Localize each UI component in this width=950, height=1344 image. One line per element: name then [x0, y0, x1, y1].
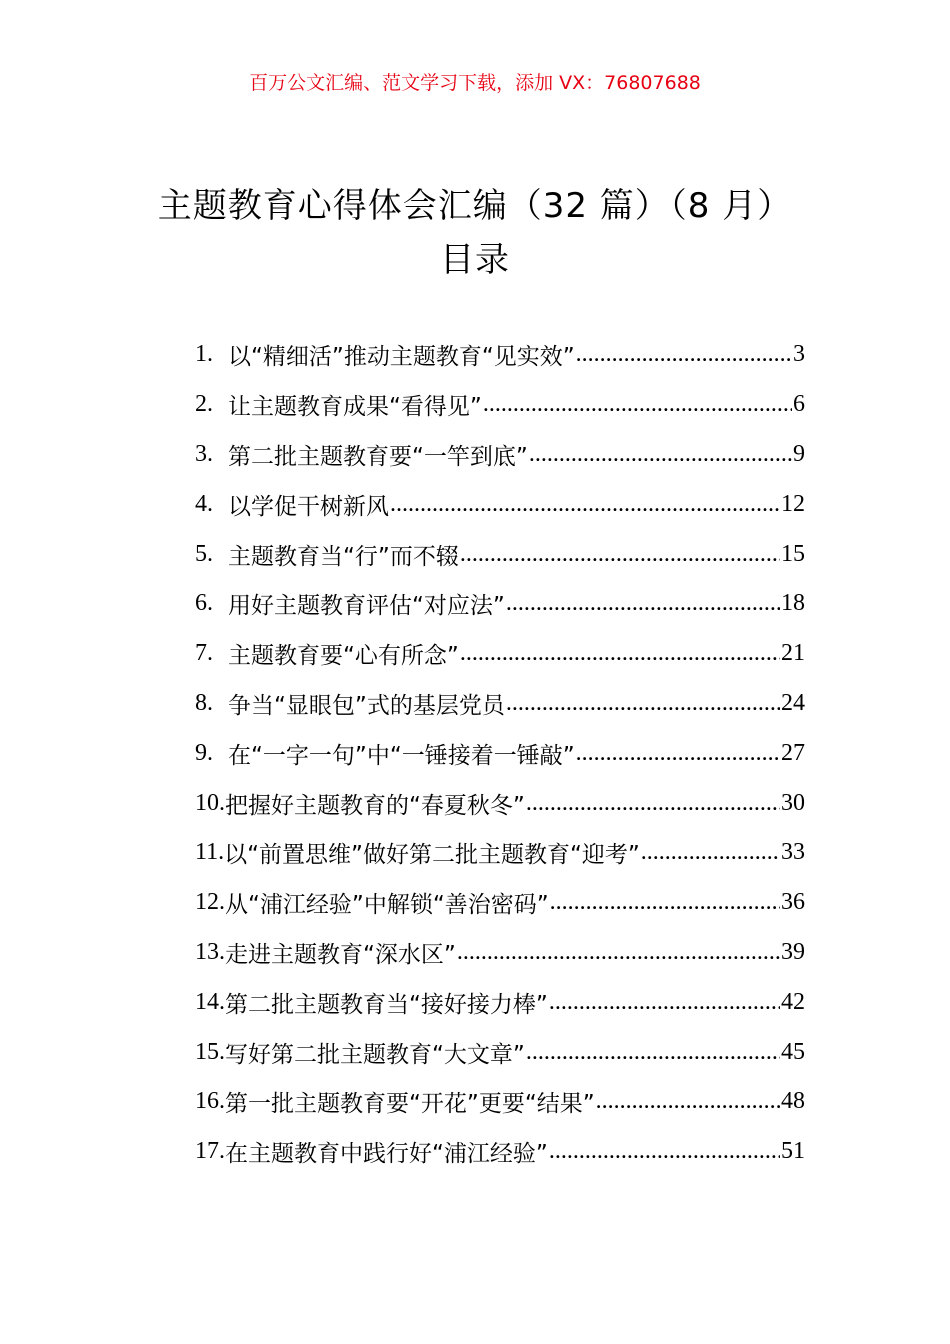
toc-item-page: 36 — [781, 889, 805, 916]
toc-dot-leader — [457, 939, 780, 966]
toc-item-page: 24 — [781, 689, 805, 716]
toc-dot-leader — [529, 441, 792, 468]
toc-item-12[interactable] — [195, 878, 805, 928]
toc-item-title: 用好主题教育评估“对应法” — [228, 593, 505, 620]
toc-item-title: 把握好主题教育的“春夏秋冬” — [225, 792, 525, 819]
toc-item-title: 主题教育要“心有所念” — [228, 643, 459, 670]
toc-item-14[interactable] — [195, 977, 805, 1027]
toc-item-number: 15. — [195, 1038, 225, 1065]
toc-item-number: 7. — [195, 640, 213, 667]
toc-item-page: 3 — [793, 341, 805, 368]
toc-item-number: 10. — [195, 789, 225, 816]
toc-item-title: 让主题教育成果“看得见” — [228, 394, 482, 421]
toc-item-13[interactable] — [195, 928, 805, 978]
toc-item-title: 走进主题教育“深水区” — [225, 941, 456, 968]
toc-item-page: 9 — [793, 440, 805, 467]
toc-item-page: 39 — [781, 938, 805, 965]
toc-item-page: 15 — [781, 540, 805, 567]
toc-item-8[interactable] — [195, 679, 805, 729]
toc-item-number: 16. — [195, 1088, 225, 1115]
toc-item-page: 6 — [793, 391, 805, 418]
toc-item-6[interactable] — [195, 579, 805, 629]
toc-item-number: 1. — [195, 341, 213, 368]
toc-item-page: 42 — [781, 988, 805, 1015]
toc-item-page: 33 — [781, 839, 805, 866]
header-promo-note: 百万公文汇编、范文学习下载，添加 VX：76807688 — [249, 72, 701, 94]
toc-item-9[interactable] — [195, 728, 805, 778]
toc-item-number: 5. — [195, 540, 213, 567]
toc-dot-leader — [460, 541, 780, 568]
toc-item-3[interactable] — [195, 430, 805, 480]
toc-dot-leader — [526, 790, 780, 817]
toc-dot-leader — [550, 889, 780, 916]
toc-item-number: 6. — [195, 590, 213, 617]
toc-item-title: 以学促干树新风 — [228, 493, 389, 520]
toc-item-title: 在“一字一句”中“一锤接着一锤敲” — [228, 742, 575, 769]
toc-item-title: 从“浦江经验”中解锁“善治密码” — [225, 892, 549, 919]
toc-item-title: 争当“显眼包”式的基层党员 — [228, 692, 505, 719]
toc-item-7[interactable] — [195, 629, 805, 679]
toc-item-10[interactable] — [195, 778, 805, 828]
toc-dot-leader — [641, 839, 780, 866]
toc-item-number: 12. — [195, 889, 225, 916]
toc-dot-leader — [549, 989, 780, 1016]
toc-item-number: 9. — [195, 739, 213, 766]
toc-item-11[interactable] — [195, 828, 805, 878]
toc-item-page: 30 — [781, 789, 805, 816]
toc-item-title: 以“前置思维”做好第二批主题教育“迎考” — [224, 842, 640, 869]
toc-dot-leader — [460, 640, 780, 667]
toc-item-number: 2. — [195, 391, 213, 418]
title-line-1: 主题教育心得体会汇编（32 篇）（8 月） — [157, 186, 793, 226]
toc-item-15[interactable] — [195, 1027, 805, 1077]
toc-item-number: 11. — [195, 839, 225, 866]
toc-item-1[interactable] — [195, 330, 805, 380]
toc-item-number: 17. — [195, 1138, 225, 1165]
toc-item-4[interactable] — [195, 479, 805, 529]
toc-item-number: 13. — [195, 938, 225, 965]
toc-dot-leader — [483, 391, 792, 418]
toc-item-page: 18 — [781, 590, 805, 617]
toc-dot-leader — [526, 1039, 780, 1066]
toc-item-page: 27 — [781, 739, 805, 766]
toc-dot-leader — [596, 1088, 780, 1115]
toc-item-number: 4. — [195, 490, 213, 517]
toc-dot-leader — [576, 341, 792, 368]
toc-dot-leader — [506, 590, 780, 617]
document-title — [0, 182, 950, 284]
toc-item-page: 48 — [781, 1088, 805, 1115]
toc-dot-leader — [390, 491, 780, 518]
toc-item-page: 51 — [781, 1138, 805, 1165]
toc-item-number: 8. — [195, 689, 213, 716]
toc-item-17[interactable] — [195, 1127, 805, 1177]
toc-dot-leader — [506, 690, 780, 717]
toc-item-16[interactable] — [195, 1077, 805, 1127]
toc-item-page: 12 — [781, 490, 805, 517]
toc-item-title: 第二批主题教育当“接好接力棒” — [225, 991, 548, 1018]
toc-item-5[interactable] — [195, 529, 805, 579]
toc-item-title: 主题教育当“行”而不辍 — [228, 543, 459, 570]
toc-item-title: 第二批主题教育要“一竿到底” — [228, 443, 528, 470]
title-line-2: 目录 — [440, 240, 510, 280]
toc-item-number: 3. — [195, 440, 213, 467]
toc-item-2[interactable] — [195, 380, 805, 430]
toc-item-title: 第一批主题教育要“开花”更要“结果” — [225, 1091, 595, 1118]
table-of-contents — [195, 330, 805, 1177]
toc-dot-leader — [576, 740, 780, 767]
toc-item-title: 以“精细活”推动主题教育“见实效” — [228, 344, 575, 371]
toc-item-page: 21 — [781, 640, 805, 667]
toc-item-title: 写好第二批主题教育“大文章” — [225, 1041, 525, 1068]
toc-item-title: 在主题教育中践行好“浦江经验” — [225, 1141, 548, 1168]
toc-item-page: 45 — [781, 1038, 805, 1065]
toc-item-number: 14. — [195, 988, 225, 1015]
toc-dot-leader — [549, 1138, 780, 1165]
